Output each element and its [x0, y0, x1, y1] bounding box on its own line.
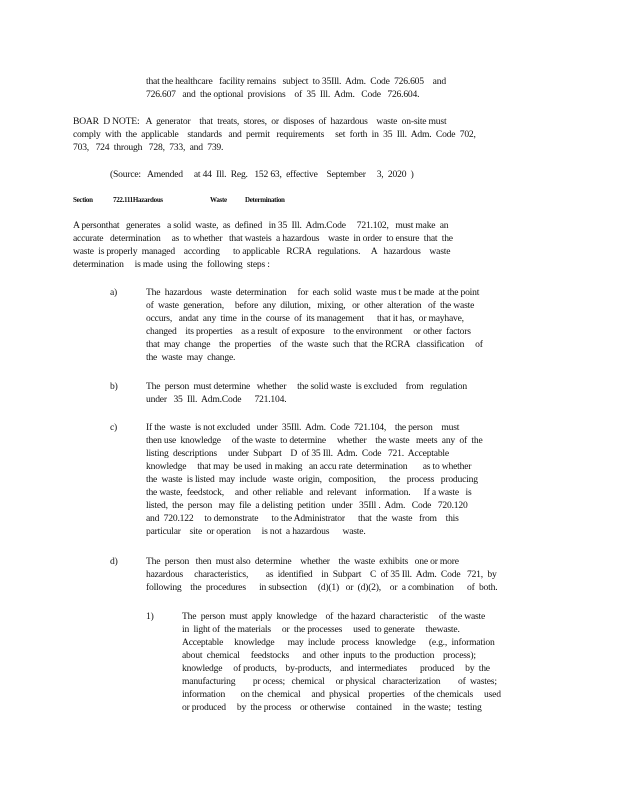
subitem-line: about chemical feedstocks and other inputs to the production process);	[182, 650, 476, 661]
item-line: listing descriptions under Subpart D of 35 Ill. Adm. Code 721. Acceptable	[146, 448, 449, 459]
item-line: the waste is listed may include waste origin, composition, the process producing	[146, 474, 478, 485]
subitem-line: Acceptable knowledge may include process knowledge (e.g., information	[182, 637, 495, 648]
continuation-line: that the healthcare facility remains subject to 35Ill. Adm. Code 726.605 and	[146, 76, 446, 87]
item-line: If the waste is not excluded under 35Ill. Adm. Code 721.104, the person must	[146, 422, 460, 433]
section-title-word: Waste	[210, 196, 227, 204]
continuation-line: 726.607 and the optional provisions of 35 Ill. Adm. Code 726.604.	[146, 89, 420, 100]
item-line: under 35 Ill. Adm.Code 721.104.	[146, 394, 287, 405]
item-line: particular site or operation is not a hazardous waste.	[146, 526, 366, 537]
item-marker: a)	[110, 287, 118, 298]
item-marker: c)	[110, 422, 118, 433]
section-title-word: Determination	[245, 196, 285, 204]
subitem-line: in light of the materials or the processes used to generate thewaste.	[182, 624, 460, 635]
item-line: that may change the properties of the waste such that the RCRA classification of	[146, 339, 483, 350]
item-line: following the procedures in subsection (d)(1) or (d)(2), or a combination of both.	[146, 582, 498, 593]
subitem-marker: 1)	[146, 611, 154, 622]
item-line: occurs, andat any time in the course of its management that it has, or mayhave,	[146, 313, 464, 324]
subitem-line: knowledge of products, by-products, and intermediates produced by the	[182, 663, 490, 674]
item-line: listed, the person may file a delisting petition under 35Ill . Adm. Code 720.120	[146, 500, 468, 511]
subitem-line: or produced by the process or otherwise contained in the waste; testing	[182, 702, 482, 713]
section-number-title: 722.111Hazardous	[113, 196, 163, 204]
intro-line: waste is properly managed according to applicable RCRA regulations. A hazardous waste	[73, 246, 451, 257]
section-label: Section	[73, 196, 93, 204]
item-line: the waste, feedstock, and other reliable and relevant information. If a waste is	[146, 487, 472, 498]
item-line: changed its properties as a result of exposure to the environment or other factors	[146, 326, 471, 337]
board-note-line: comply with the applicable standards and permit requirements set forth in 35 Ill. Adm. Code 702,	[73, 129, 476, 140]
item-marker: b)	[110, 381, 118, 392]
intro-line: accurate determination as to whether that wasteis a hazardous waste in order to ensure that the	[73, 233, 453, 244]
subitem-line: information on the chemical and physical properties of the chemicals used	[182, 689, 501, 700]
item-line: the waste may change.	[146, 352, 236, 363]
item-line: hazardous characteristics, as identified in Subpart C of 35 Ill. Adm. Code 721, by	[146, 569, 497, 580]
item-line: The person then must also determine whether the waste exhibits one or more	[146, 556, 459, 567]
item-line: of waste generation, before any dilution, mixing, or other alteration of the waste	[146, 300, 475, 311]
item-line: then use knowledge of the waste to determine whether the waste meets any of the	[146, 435, 483, 446]
intro-line: A personthat generates a solid waste, as defined in 35 Ill. Adm.Code 721.102, must make an	[73, 220, 449, 231]
item-line: knowledge that may be used in making an accu rate determination as to whether	[146, 461, 472, 472]
board-note-line: BOAR D NOTE: A generator that treats, stores, or disposes of hazardous waste on-site must	[73, 116, 447, 127]
board-note-line: 703, 724 through 728, 733, and 739.	[73, 142, 224, 153]
item-marker: d)	[110, 556, 118, 567]
item-line: The person must determine whether the solid waste is excluded from regulation	[146, 381, 467, 392]
item-line: and 720.122 to demonstrate to the Administrator that the waste from this	[146, 513, 459, 524]
item-line: The hazardous waste determination for each solid waste mus t be made at the point	[146, 287, 480, 298]
subitem-line: The person must apply knowledge of the hazard characteristic of the waste	[182, 611, 486, 622]
source-note: (Source: Amended at 44 Ill. Reg. 152 63, effective September 3, 2020 )	[110, 169, 414, 180]
subitem-line: manufacturing pr ocess; chemical or physical characterization of wastes;	[182, 676, 497, 687]
intro-line: determination is made using the following steps :	[73, 259, 270, 270]
